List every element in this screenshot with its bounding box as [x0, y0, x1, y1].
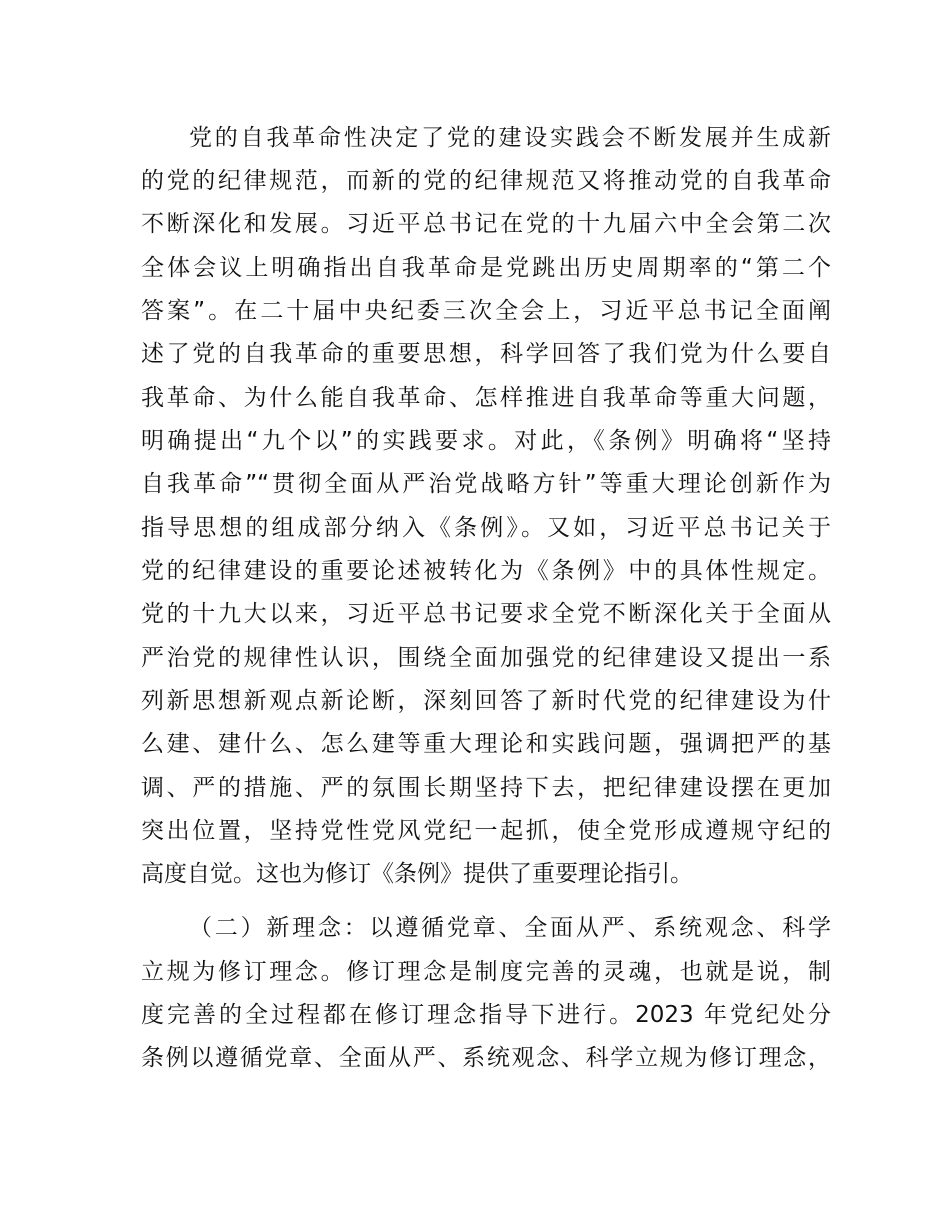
paragraph-line: 立规为修订理念。修订理念是制度完善的灵魂，也就是说，制	[141, 959, 831, 985]
paragraph-line: 列新思想新观点新论断，深刻回答了新时代党的纪律建设为什	[141, 688, 831, 714]
paragraph-line: 度完善的全过程都在修订理念指导下进行。2023 年党纪处分	[141, 1002, 831, 1028]
paragraph-line: 明确提出“九个以”的实践要求。对此，《条例》明确将“坚持	[141, 428, 831, 454]
paragraph-line: 全体会议上明确指出自我革命是党跳出历史周期率的“第二个	[141, 255, 831, 281]
paragraph-line: 么建、建什么、怎么建等重大理论和实践问题，强调把严的基	[141, 731, 831, 757]
paragraph-line: 指导思想的组成部分纳入《条例》。又如，习近平总书记关于	[141, 515, 831, 541]
paragraph-line: 调、严的措施、严的氛围长期坚持下去，把纪律建设摆在更加	[141, 775, 831, 801]
paragraph-line: 党的十九大以来，习近平总书记要求全党不断深化关于全面从	[141, 601, 831, 627]
paragraph-line: 答案”。在二十届中央纪委三次全会上，习近平总书记全面阐	[141, 298, 831, 324]
paragraph-line: 我革命、为什么能自我革命、怎样推进自我革命等重大问题，	[141, 385, 831, 411]
paragraph-line: 党的纪律建设的重要论述被转化为《条例》中的具体性规定。	[141, 558, 831, 584]
paragraph-line: （二）新理念：以遵循党章、全面从严、系统观念、科学	[189, 915, 831, 941]
paragraph-line: 党的自我革命性决定了党的建设实践会不断发展并生成新	[189, 125, 831, 151]
paragraph-line: 条例以遵循党章、全面从严、系统观念、科学立规为修订理念，	[141, 1045, 831, 1071]
paragraph-line: 自我革命”“贯彻全面从严治党战略方针”等重大理论创新作为	[141, 471, 831, 497]
paragraph-line: 突出位置，坚持党性党风党纪一起抓，使全党形成遵规守纪的	[141, 818, 831, 844]
paragraph-line: 述了党的自我革命的重要思想，科学回答了我们党为什么要自	[141, 341, 831, 367]
paragraph-line: 严治党的规律性认识，围绕全面加强党的纪律建设又提出一系	[141, 645, 831, 671]
paragraph-line: 不断深化和发展。习近平总书记在党的十九届六中全会第二次	[141, 211, 831, 237]
paragraph-line: 高度自觉。这也为修订《条例》提供了重要理论指引。	[141, 861, 693, 887]
paragraph-line: 的党的纪律规范，而新的党的纪律规范又将推动党的自我革命	[141, 168, 831, 194]
